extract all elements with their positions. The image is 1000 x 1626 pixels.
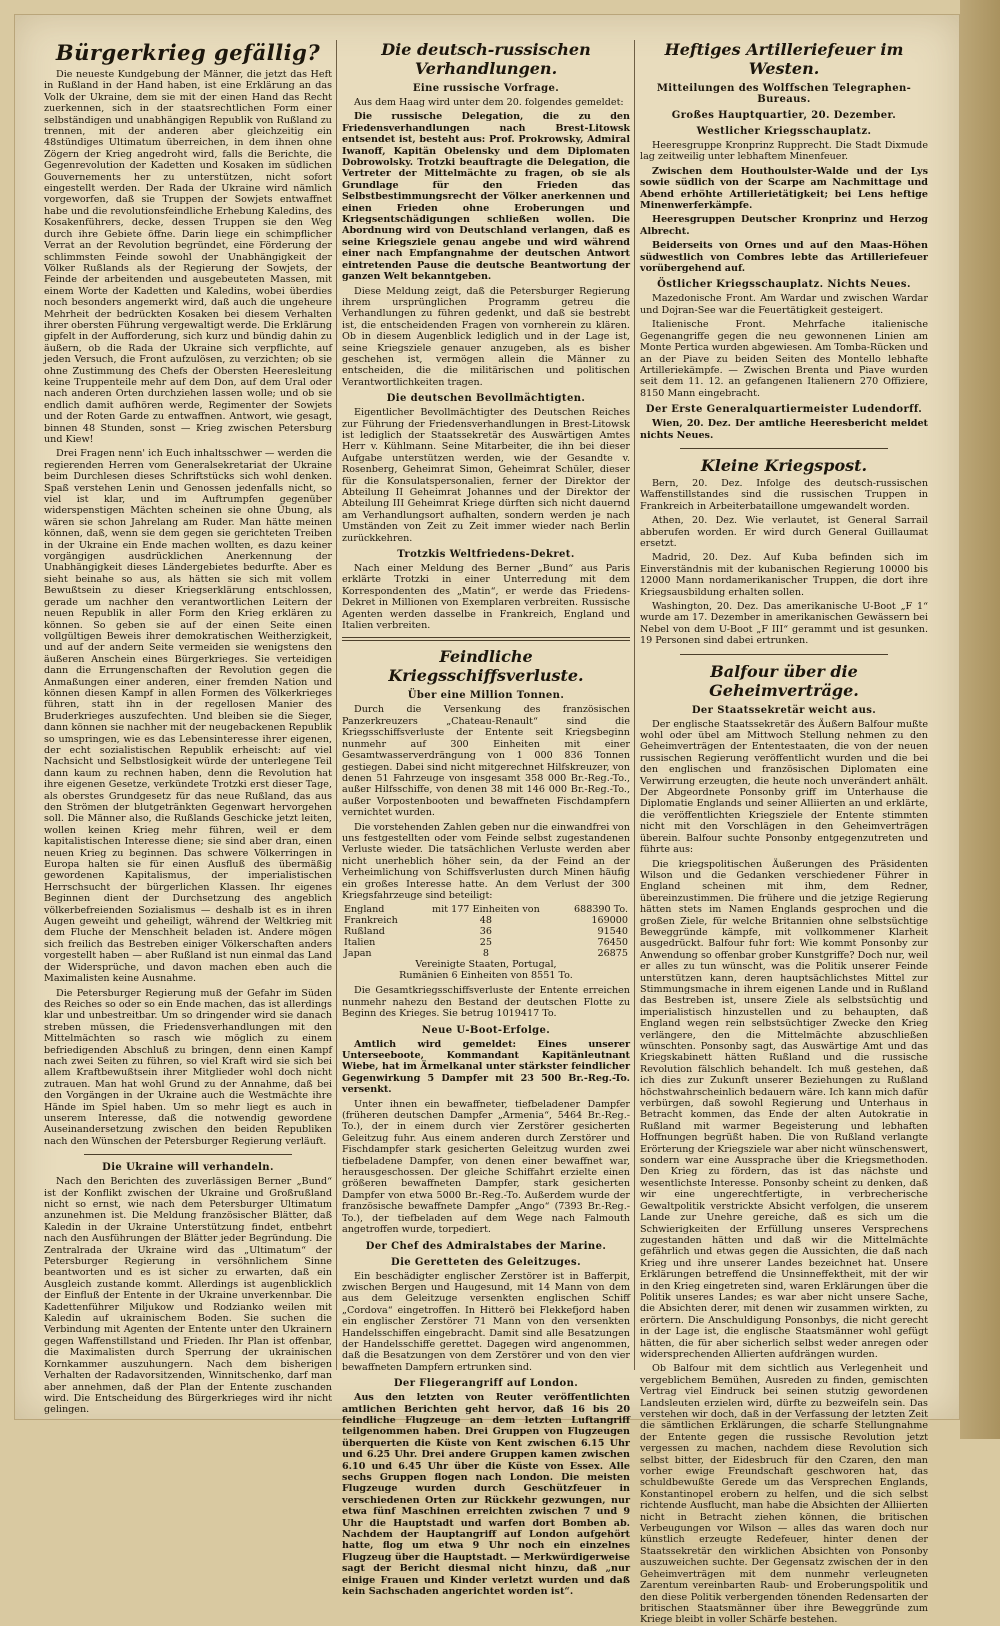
paragraph: Ob Balfour mit dem sichtlich aus Verlegenheit und vergeblichem Bemühen, Ausreden zu finden, gemischten Vertrag viel Eindruck bei seinen stutzig gewordenen Landsleuten erzielen wird, dürfte zu bezweifeln sein. Das verstehen wir doch, daß in der Verfassung der letzten Zeit die sämtlichen Erklärungen, die scharfe Stellungnahme der Entente gegen die russische Revolution jetzt vergessen zu machen, nachdem diese Revolution sich selbst bitter, der Eidesbruch für den Czaren, den man vorher ewige Freundschaft geschworen hat, das schuldbewußte Gerede um das Versprechen Englands, Konstantinopel erobern zu helfen, und die sich selbst richtende Ausflucht, man habe die Absichten der Alliierten nicht in Betracht ziehen können, die britischen Verbeugungen vor Wilson — alles das waren doch nur künstlich erzeugte Redefeuer, hinter denen der Staatssekretär den wirklichen Absichten von Ponsonby auszuweichen suchte. Der Gegensatz zwischen der in den Geheimverträgen mit dem nunmehr verleugneten Zarentum vereinbarten Raub- und Eroberungspolitik und den diese Politik verbergenden tönenden Redensarten der britischen Staatsmänner über ihre Beweggründe zum Kriege bleibt in voller Schärfe bestehen. [640,1363,928,1626]
dateline: Großes Hauptquartier, 20. Dezember. [671,110,897,121]
table-cell: 91540 [597,926,628,938]
column-rule [634,40,635,1370]
divider [680,654,888,655]
article-title-verhandlungen: Die deutsch-russischen Verhandlungen. [381,40,591,78]
signature: Der Chef des Admiralstabes der Marine. [365,1240,607,1252]
paragraph: Die Petersburger Regierung muß der Gefahr im Süden des Reiches so oder so ein Ende machen, das ist allerdings klar und unbestreitbar. Um so dringender wird sie danach streben müssen, die Friedensverhandlungen mit den Mittelmächten so rasch wie möglich zu einem befriedigenden Abschluß zu bringen, denn einen Kampf nach zwei Seiten zu führen, so viel Kraft wird sie sich bei allem Kraftbewußtsein ihrer Mitglieder wohl doch nicht zutrauen. Man hat wohl Grund zu der Annahme, daß bei den Vorgängen in der Ukraine auch die Westmächte ihre Hände im Spiel haben. Um so mehr liegt es auch in unserem Interesse, daß die notwendig gewordene Auseinandersetzung zwischen den beiden Republiken nach den Wünschen der Petersburger Regierung verläuft. [44,987,332,1147]
section-heading: Die Geretteten des Geleitzuges. [391,1256,581,1268]
paragraph: Die russische Delegation, die zu den Friedensverhandlungen nach Brest-Litowsk entsendet ist, besteht aus: Prof. Prokrowsky, Admiral Iwanoff, Kapitän Obelensky und dem Diplomaten Dobrowolsky. Trotzki beauftragte die Delegation, die Vertreter der Mittelmächte zu fragen, ob sie als Grundlage für den Frieden das Selbstbestimmungsrecht der Völker anerkennen und einen Frieden ohne Eroberungen und Kriegsentschädigungen schließen wollen. Die Abordnung wird von Deutschland verlangen, daß es seine Kriegsziele genau angebe und wird während einer nach Empfangnahme der deutschen Antwort eintretenden Pause die deutsche Beantwortung der ganzen Welt bekanntgeben. [342,111,630,283]
paragraph: Washington, 20. Dez. Das amerikanische U-Boot „F 1“ wurde am 17. Dezember in amerikanischen Gewässern bei Nebel von dem U-Boot „F III“ gerammt und ist gesunken. 19 Personen sind dabei ertrunken. [640,601,928,647]
section-subtitle: Über eine Million Tonnen. [407,690,565,702]
paragraph: Mazedonische Front. Am Wardar und zwischen Wardar und Dojran-See war die Feuertätigkeit gesteigert. [640,293,928,316]
table-cell: 8 [482,948,489,960]
page-edge [960,0,1000,1439]
table-cell: England [344,904,385,916]
paragraph: Wien, 20. Dez. Der amtliche Heeresbericht meldet nichts Neues. [640,418,928,441]
paragraph: Athen, 20. Dez. Wie verlautet, ist General Sarrail abberufen worden. Er wird durch General Guillaumat ersetzt. [640,515,928,549]
divider [680,448,888,449]
paragraph: Drei Fragen nenn' ich Euch inhaltsschwer — werden die regierenden Herren vom Generalsekretariat der Ukraine beim Durchlesen dieses Schriftstücks sich wohl denken. Spaß verstehen Lenin und Genossen jedenfalls nicht, so viel ist klar, und im Auftrumpfen gegenüber widerspenstigen Mächten scheinen sie ohne Übung, als wären sie schon Jahrelang am Ruder. Man hätte meinen können, daß, wenn sie dem gegen sie gerichteten Treiben in der Ukraine ein Ende machen wollten, es dazu keiner vorgängigen ausdrücklichen Anerkennung der Unabhängigkeit dieses Ländergebietes bedurfte. Aber es sieht beinahe so aus, als hätten sie sich mit vollem Bewußtsein zu dieser Kriegserklärung entschlossen, gerade um nachher den verantwortlichen Leitern der neuen Republik in aller Form den Krieg erklären zu können. So geben sie auf der einen Seite einen vollgültigen Beweis ihrer demokratischen Weitherzigkeit, und auf der andern Seite vermeiden sie wenigstens den äußeren Anschein eines Bürgerkrieges. Sie verteidigen dann die Errungenschaften der Revolution gegen die Anmaßungen einer anderen, einer fremden Nation und können diesen Kampf in allen Formen des Völkerkrieges führen, statt ihn in der regellosen Manier des Bruderkrieges auszufechten. Und bleiben sie die Sieger, dann können sie nachher mit der neugebackenen Republik so umspringen, wie es das Lebensinteresse ihrer eigenen, der echt sozialistischen Republik erheischt: auf viel Nachsicht und Selbstlosigkeit würde der unterlegene Teil dann kaum zu rechnen haben, denn die Revolution hat ihre eigenen Gesetze, verkündete Trotzki erst dieser Tage, als oberstes Grundgesetz für das neue Rußland, das aus den Strömen der blutgetränkten Gegenwart hervorgehen soll. Die Männer also, die Rußlands Geschicke jetzt leiten, wollen keinen Krieg mehr führen, weil er dem kapitalistischen Interesse diene; sie sind aber dran, einen neuen Krieg zu beginnen. Das schwere Völkerringen in Europa halten sie für einen Ausfluß des übermäßig gewordenen Kapitalismus, der imperialistischen Herrschsucht der bürgerlichen Klassen. Ihr eigenes Beginnen dient der Durchsetzung des angeblich völkerbefreienden Sozialismus — deshalb ist es in ihren Augen geweiht und geheiligt, während der Weltkrieg mit dem Fluche der Menschheit beladen ist. Andere mögen sich freilich das Bestreben einiger Völkerschaften anders vorgestellt haben — aber Rußland ist nun einmal das Land der Widersprüche, und davon machen eben auch die Maximalisten keine Ausnahme. [44,448,332,985]
section-heading: Westlicher Kriegsschauplatz. [696,126,872,137]
table-cell: mit 177 Einheiten von [432,904,540,916]
table-cell: 76450 [597,937,628,949]
paragraph: Durch die Versenkung des französischen Panzerkreuzers „Chateau-Renault“ sind die Kriegsschiffsverluste der Entente seit Kriegsbeginn nunmehr auf 300 Einheiten mit einer Gesamtwasserverdrängung von 1 000 836 Tonnen gestiegen. Dabei sind nicht mitgerechnet Hilfskreuzer, von denen 51 Fahrzeuge von insgesamt 358 000 Br.-Reg.-To., außer Hilfsschiffe, von denen 38 mit 146 000 Br.-Reg.-To., außer Vorpostenbooten und bewaffneten Fischdampfern vernichtet wurden. [342,704,630,819]
paragraph: Zwischen dem Houthoulster-Walde und der Lys sowie südlich von der Scarpe am Nachmittage und Abend erhöhte Artillerietätigkeit; bei Lens heftige Minenwerferkämpfe. [640,165,928,212]
table-row [342,937,630,948]
section-heading: Östlicher Kriegsschauplatz. Nichts Neues. [657,279,911,291]
table-cell: Italien [344,937,376,949]
table-cell: 688390 To. [574,904,628,916]
section-heading: Neue U-Boot-Erfolge. [421,1024,551,1036]
article-title-kriegsschiffsverluste: Feindliche Kriegsschiffsverluste. [388,647,584,686]
table-row [342,970,630,981]
paragraph: Ein beschädigter englischer Zerstörer ist in Bafferpit, zwischen Bergen und Haugesund, mit 14 Mann von dem aus dem Geleitzuge versenkten englischen Schiff „Cordova“ eingetroffen. In Hitterö bei Flekkefjord haben ein englischer Zerstörer 71 Mann von den versenkten Handelsschiffen eingebracht. Damit sind alle Besatzungen der Handelsschiffe gerettet. Dagegen wird angenommen, daß die Besatzungen von dem Zerstörer und von den vier bewaffneten Dampfern ertrunken sind. [342,1270,630,1373]
table-cell: 26875 [597,948,628,960]
section-subtitle: Mitteilungen des Wolffschen Telegraphen-Bureaus. [656,83,912,105]
table-cell: Japan [344,948,372,960]
paragraph: Bern, 20. Dez. Infolge des deutsch-russischen Waffenstillstandes sind die russischen Truppen in Frankreich in Arbeiterbataillone umgewandelt worden. [640,477,928,512]
paragraph: Heeresgruppen Deutscher Kronprinz und Herzog Albrecht. [640,214,928,237]
table-row [342,926,630,937]
table-cell: Rußland [344,926,385,938]
paragraph: Nach den Berichten des zuverlässigen Berner „Bund“ ist der Konflikt zwischen der Ukraine und Großrußland nicht so ernst, wie nach dem Petersburger Ultimatum anzunehmen ist. Die Meldung französischer Blätter, daß Kaledin in der Ukraine Unterstützung findet, entbehrt nach den Ausführungen der Blätter jeder Begründung. Die Zentralrada der Ukraine wird das „Ultimatum“ der Petersburger Regierung in versöhnlichem Sinne beantworten und es ist sicher zu erwarten, daß ein Ausgleich zustande kommt. Allerdings ist augenblicklich der Einfluß der Entente in der Ukraine unverkennbar. Die Kadettenführer Miljukow und Rodzianko weilen mit Kaledin auf ukrainischem Boden. Sie suchen die Verbindung mit Agenten der Entente unter den Ukrainern gegen Waffenstillstand und Frieden. Ihr Plan ist offenbar, die Maximalisten durch Sperrung der ukrainischen Kornkammer auszuhungern. Nach dem bisherigen Verhalten der Radavorsitzenden, Winnitschenko, darf man aber annehmen, daß der Plan der Entente zuschanden wird. Die Entscheidung des Bürgerkrieges wird ihr nicht gelingen. [44,1176,332,1416]
table-row [342,915,630,926]
divider [342,637,630,641]
section-heading: Der Fliegerangriff auf London. [393,1378,579,1390]
column-middle [342,40,630,1598]
paragraph: Aus den letzten von Reuter veröffentlichten amtlichen Berichten geht hervor, daß 16 bis 20 feindliche Flugzeuge an dem letzten Luftangriff teilgenommen haben. Drei Gruppen von Flugzeugen überquerten die Küste von Kent zwischen 6.15 Uhr und 6.25 Uhr. Drei andere Gruppen kamen zwischen 6.10 und 6.45 Uhr über die Küste von Essex. Alle sechs Gruppen flogen nach London. Die meisten Flugzeuge wurden durch Geschützfeuer in verschiedenen Orten zur Rückkehr gezwungen, nur etwa fünf Maschinen erreichten zwischen 7 und 9 Uhr die Hauptstadt und warfen dort Bomben ab. Nachdem der Hauptangriff auf London aufgehört hatte, flog um etwa 9 Uhr noch ein einzelnes Flugzeug über die Hauptstadt. — Merkwürdigerweise sagt der Bericht diesmal nicht hinzu, daß „nur einige Frauen und Kinder verletzt wurden und daß kein Sachschaden angerichtet worden ist“. [342,1392,630,1598]
table-cell: Rumänien 6 Einheiten von 8551 To. [399,970,573,982]
section-heading: Trotzkis Weltfriedens-Dekret. [397,549,575,561]
table-row [342,948,630,959]
paragraph: Amtlich wird gemeldet: Eines unserer Unterseeboote, Kommandant Kapitänleutnant Wiebe, hat im Ärmelkanal unter stärkster feindlicher Gegenwirkung 5 Dampfer mit 23 500 Br.-Reg.-To. versenkt. [342,1038,630,1096]
column-rule [336,40,337,1370]
article-title-balfour: Balfour über die Geheimverträge. [709,661,859,700]
paragraph: Madrid, 20. Dez. Auf Kuba befinden sich im Einverständnis mit der kubanischen Regierung 10000 bis 12000 Mann nordamerikanischer Truppen, die dort ihre Kriegsausbildung erhalten sollen. [640,552,928,598]
paragraph: Italienische Front. Mehrfache italienische Gegenangriffe gegen die neu gewonnenen Linien am Monte Pertica wurden abgewiesen. Am Tomba-Rücken und an der Piave zu beiden Seiten des Montello lebhafte Artilleriekämpfe. — Zwischen Brenta und Piave wurden seit dem 11. 12. an gefangenen Italienern 270 Offiziere, 8150 Mann eingebracht. [640,319,928,399]
paragraph: Die neueste Kundgebung der Männer, die jetzt das Heft in Rußland in der Hand haben, ist eine Erklärung an das Volk der Ukraine, dem sie mit der einen Hand das Recht zuerkennen, sich in der staatsrechtlichen Form einer selbständigen und unabhängigen Republik von Rußland zu trennen, mit der anderen aber gleichzeitig ein 48stündiges Ultimatum überreichen, in dem ihnen ohne Zögern der Krieg angedroht wird, falls die Berichte, die Gegenrevolution der Kadetten und Kosaken im südlichen Gouvernements her zu unterstützen, nicht sofort eingestellt werden. Der Rada der Ukraine wird nämlich vorgeworfen, daß sie Truppen der Sowjets entwaffnet habe und die revolutionsfeindliche Erhebung Kaledins, des Kosakenführers, decke, dessen Truppen sie den Weg durch ihre Gebiete öffne. Darin liege ein schimpflicher Verrat an der Revolution begründet, eine Förderung der schlimmsten Feinde sowohl der Unabhängigkeit der Völker Rußlands als der Regierung der Sowjets, der Feinde der arbeitenden und ausgebeuteten Massen, mit einem Worte der Kadetten und Kaledins, wobei überdies noch besonders angemerkt wird, daß auch die ungeheure Mehrheit der bedrückten Kosaken bei diesem Verhalten ihrer obersten Führung vergewaltigt werde. Die Erklärung gipfelt in der Aufforderung, sich kurz und bündig dahin zu äußern, ob die Rada der Ukraine sich verpflichte, auf jeden Versuch, die Front aufzulösen, zu verzichten; ob sie ohne Zustimmung des Chefs der Obersten Heeresleitung keine Truppenteile mehr auf dem Don, auf dem Ural oder nach anderen Orten durchziehen lassen wolle; und ob sie endlich damit aufhören werde, Regimenter der Sowjets und der Roten Garde zu entwaffnen. Antwort, wie gesagt, binnen 48 Stunden, sonst — Krieg zwischen Petersburg und Kiew! [44,69,332,445]
paragraph: Der englische Staatssekretär des Äußern Balfour mußte wohl oder übel am Mittwoch Stellung nehmen zu den Geheimverträgen der Ententestaaten, die von der neuen russischen Regierung veröffentlicht wurden und die bei den englischen und französischen Diplomaten eine Verwirrung erzeugten, die heute noch unverändert anhält. Der Abgeordnete Ponsonby griff im Unterhause die Diplomatie Englands und seiner Alliierten an und erklärte, die veröffentlichten Kriegsziele der Entente stimmten nicht mit den Vorschlägen in den Geheimverträgen überein. Balfour suchte Ponsonby entgegenzutreten und führte aus: [640,718,928,856]
table-cell: Frankreich [344,915,398,927]
article-title-ukraine: Die Ukraine will verhandeln. [102,1162,274,1174]
paragraph: Eigentlicher Bevollmächtigter des Deutschen Reiches zur Führung der Friedensverhandlungen in Brest-Litowsk ist lediglich der Staatssekretär des Auswärtigen Amtes Herr v. Kühlmann. Seine Mitarbeiter, die ihn bei dieser Aufgabe unterstützen werden, wie der Gesandte v. Rosenberg, Geheimrat Simon, Geheimrat Schüler, dieser für die Konsulatspersonalien, ferner der Direktor der Abteilung II Geheimrat Johannes und der Direktor der Abteilung III Geheimrat Kriege dürften sich nicht dauernd am Verhandlungsort aufhalten, sondern werden je nach Umständen von Zeit zu Zeit immer wieder nach Berlin zurückkehren. [342,407,630,544]
article-title-buergerkrieg: Bürgerkrieg gefällig? [55,40,321,65]
paragraph: Beiderseits von Ornes und auf den Maas-Höhen südwestlich von Combres lebte das Artilleriefeuer vorübergehend auf. [640,240,928,275]
paragraph: Nach einer Meldung des Berner „Bund“ aus Paris erklärte Trotzki in einer Unterredung mit dem Korrespondenten des „Matin“, er werde das Friedens-Dekret in Millionen von Exemplaren verbreiten. Russische Agenten werden dasselbe in Frankreich, England und Italien verbreiten. [342,563,630,632]
article-title-kriegspost: Kleine Kriegspost. [700,455,868,475]
table-cell: Vereinigte Staaten, Portugal, [415,959,557,971]
table-cell: 25 [479,937,492,949]
table-cell: 48 [479,915,492,927]
column-right [640,40,928,1626]
table-row [342,904,630,915]
paragraph: Die vorstehenden Zahlen geben nur die einwandfrei von uns festgestellten oder vom Feinde selbst zugestandenen Verluste wieder. Die tatsächlichen Verluste werden aber nicht unerheblich höher sein, da der Feind an der Verheimlichung von Schiffsverlusten durch Minen häufig ein großes Interesse hatte. An dem Verlust der 300 Kriegsfahrzeuge sind beteiligt: [342,821,630,901]
section-heading: Die deutschen Bevollmächtigten. [386,393,586,405]
column-left [44,40,332,1416]
signature: Der Erste Generalquartiermeister Ludendorff. [645,404,923,416]
paragraph: Die kriegspolitischen Äußerungen des Präsidenten Wilson und die Gedanken verschiedener Führer in England scheinen mit ihm, dem Redner, übereinzustimmen. Die frühere und die jetzige Regierung hätten stets im Namen Englands gesprochen und die großen Ziele, für welche Britannien ohne selbstsüchtige Beweggründe kämpfe, mit vollkommener Klarheit ausgedrückt. Balfour fuhr fort: Wie kommt Ponsonby zur Anwendung so offenbar grober Kunstgriffe? Doch nur, weil er alles zu tun wünscht, was die Politik unserer Feinde unterstützen kann, deren hauptsächlichstes Mittel zur Stimmungsmache in ihrem eigenen Lande und in Rußland das Bestreben ist, unsere Ziele als selbstsüchtig und imperialistisch hinzustellen und zu behaupten, daß England wegen rein selbstsüchtiger Zwecke den Krieg verlängere, den die Mittelmächte abzuschließen wünschten. Ponsonby sagt, das Auswärtige Amt und das Kriegskabinett hätten Rußland und die russische Revolution fälschlich behandelt. Ich muß gestehen, daß ich dies zur Zukunft unserer Beziehungen zu Rußland höchstwahrscheinlich bedauern wäre. Ich kann mich dafür verbürgen, daß sowohl Regierung und Unterhaus in Betracht kommen, das Ende der alten Autokratie in Rußland mit warmer Begeisterung und lebhaften Hoffnungen begrüßt haben. Die von Rußland verlangte Erörterung der Kriegsziele war aber nicht wünschenswert, sondern war eine Aussprache über die Kriegsmethoden. Den Krieg zu fördern, das ist das nächste und wesentlichste Interesse. Ponsonby scheint zu denken, daß wir eine ungerechtfertigte, in verbrecherische Gewaltpolitik verstrickte Absicht verfolgen, die unserem Lande zur Unehre gereiche, daß es sich um die Schwierigkeiten der Erfüllung unseres Versprechens zugestanden hätten und daß wir die Mittelmächte gefährlich und etwas gegen die Aussichten, die daß nach Krieg und ihre unserer Landes bezeichnet hat. Unsere Erklärungen betreffend die Unsinneffektheit, mit der wir in den Krieg eingetreten sind, waren Erklärungen über die Politik unseres Landes; es war aber nicht unsere Sache, die Absichten derer, mit denen wir zusammen wirkten, zu erörtern. Die Anschuldigung Ponsonbys, die nicht gerecht in der Lage ist, die englische Staatsmänner wohl gefügt hätten, die für aber sicherlich selbst weder anregen oder widersprechenden Allierten aufdrängen wurden. [640,858,928,1360]
section-subtitle: Der Staatssekretär weicht aus. [691,704,877,716]
paragraph: Aus dem Haag wird unter dem 20. folgendes gemeldet: [354,97,624,108]
paragraph: Die Gesamtkriegsschiffsverluste der Entente erreichen nunmehr nahezu den Bestand der deutschen Flotte zu Beginn des Krieges. Sie betrug 1019417 To. [342,985,630,1020]
table-cell: 36 [479,926,492,938]
losses-table [342,904,630,981]
table-cell: 169000 [591,915,628,927]
section-heading: Eine russische Vorfrage. [412,83,560,94]
table-row [342,959,630,970]
article-title-artilleriefeuer: Heftiges Artilleriefeuer im Westen. [664,40,904,78]
paragraph: Heeresgruppe Kronprinz Rupprecht. Die Stadt Dixmude lag zeitweilig unter lebhaftem Minenfeuer. [640,140,928,163]
paragraph: Diese Meldung zeigt, daß die Petersburger Regierung ihrem ursprünglichen Programm getreu die Verhandlungen zu führen gedenkt, und daß sie bestrebt ist, die entscheidenden Fragen von vornherein zu klären. Ob in diesem Augenblick lediglich und in der Lage ist, seine Kriegsziele genauer anzugeben, als es bisher geschehen ist, vermögen allein die Männer zu entscheiden, die die militärischen und politischen Verantwortlichkeiten tragen. [342,285,630,388]
paragraph: Unter ihnen ein bewaffneter, tiefbeladener Dampfer (früheren deutschen Dampfer „Armenia“, 5464 Br.-Reg.-To.), der in einem durch vier Zerstörer gesicherten Geleitzug fuhr. Aus einem anderen durch Zerstörer und Fischdampfer stark gesicherten Geleitzug wurden zwei tiefbeladene Dampfer, von denen einer bewaffnet war, herausgeschossen. Der gleiche Schiffahrt erzielte einen größeren bewaffneten Dampfer, stark gesicherten Dampfer von etwa 5000 Br.-Reg.-To. Außerdem wurde der französische bewaffnete Dampfer „Ango“ (7393 Br.-Reg.-To.), der tiefbeladen auf dem Wege nach Falmouth angetroffen wurde, torpediert. [342,1098,630,1236]
divider [84,1154,292,1155]
